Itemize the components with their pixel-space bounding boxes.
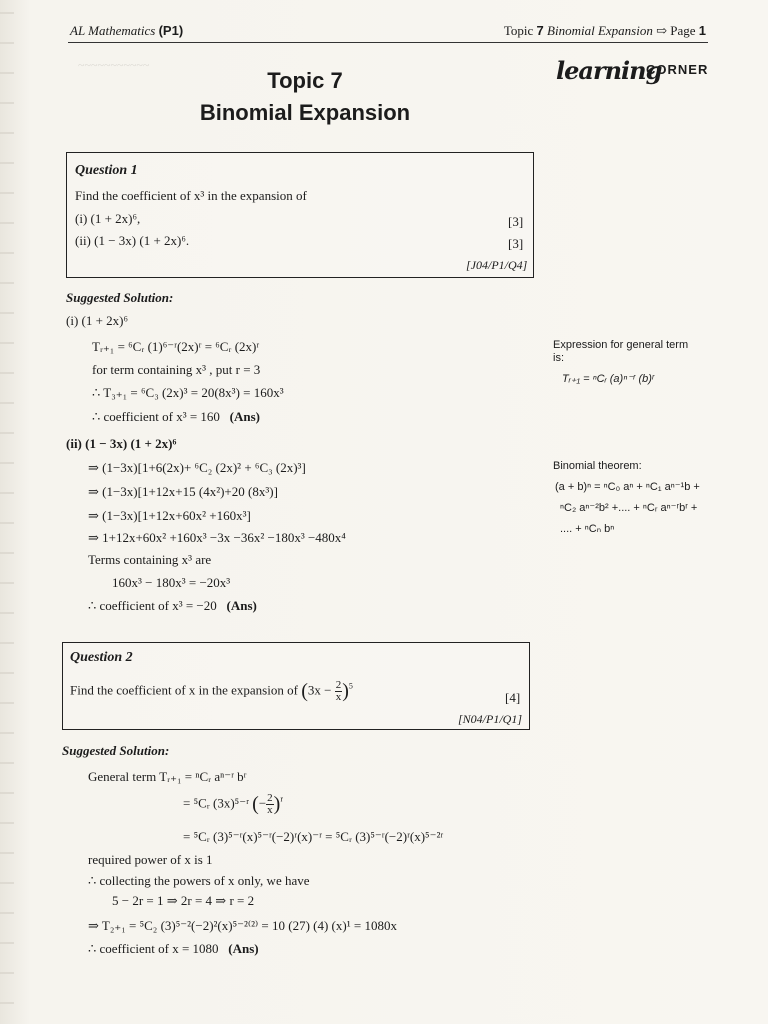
l2-open-paren: ( <box>252 793 259 815</box>
question-2-prompt: Find the coefficient of x in the expansion of <box>70 682 298 698</box>
solution-2-line2-term: = ⁵Cᵣ (3x)⁵⁻ʳ <box>183 795 249 811</box>
solution-2-line2: = ⁵Cᵣ (3x)⁵⁻ʳ (− $\frac{2}{x}$ )$^r$ <box>183 792 284 816</box>
solution-2-line1: General term Tᵣ₊₁ = ⁿCᵣ aⁿ⁻ʳ bʳ <box>88 769 247 784</box>
solution-2-line4: required power of x is 1 <box>88 852 213 867</box>
question-1-mark-i: [3] <box>508 214 524 229</box>
solution-2-line3: = ⁵Cᵣ (3)⁵⁻ʳ(x)⁵⁻ʳ(−2)ʳ(x)⁻ʳ = ⁵Cᵣ (3)⁵⁻ʳ(−2)ʳ(x)⁵⁻²ʳ <box>183 829 444 844</box>
logo-word: CORNER <box>646 62 709 77</box>
page-title: Topic 7 <box>267 68 343 93</box>
course-name: AL Mathematics <box>70 23 156 38</box>
solution-1-ii-line2: ⇒ (1−3x)[1+12x+15 (4x²)+20 (8x³)] <box>88 484 278 499</box>
topic-prefix: Topic <box>503 23 534 38</box>
solution-1-i-ans-tag: (Ans) <box>229 409 261 424</box>
expr-close-paren: ) <box>342 680 349 702</box>
side-note-2-line3: ⁿC₂ aⁿ⁻²b² +.... + ⁿCᵣ aⁿ⁻ʳbʳ + <box>560 502 698 514</box>
header-rule <box>68 42 708 43</box>
question-1-ref: [J04/P1/Q4] <box>466 258 528 272</box>
question-1-title: Question 1 <box>75 163 138 178</box>
l2-fraction <box>266 793 274 816</box>
solution-1-ii-line5: Terms containing x³ are <box>88 552 212 567</box>
l2-denominator: x <box>267 804 273 816</box>
solution-2-line8 <box>88 941 259 957</box>
solution-1-ii-line7 <box>88 598 257 614</box>
solution-1-i-line1: Tᵣ₊₁ = ⁶Cᵣ (1)⁶⁻ʳ(2x)ʳ = ⁶Cᵣ (2x)ʳ <box>92 339 260 354</box>
side-note-1-line3: Tᵣ₊₁ = ⁿCᵣ (a)ⁿ⁻ʳ (b)ʳ <box>562 373 655 385</box>
header-topic <box>504 23 706 39</box>
solution-1-i-line4 <box>92 409 260 425</box>
page-label: Page <box>670 23 696 38</box>
solution-1-ii-line1: ⇒ (1−3x)[1+6(2x)+ ⁶C₂ (2x)² + ⁶C₃ (2x)³] <box>88 460 306 475</box>
paper-code: (P1) <box>158 23 184 38</box>
topic-number: 7 <box>536 23 544 38</box>
question-1-part-i: (i) (1 + 2x)⁶, <box>75 211 141 226</box>
solution-1-ii-line6: 160x³ − 180x³ = −20x³ <box>112 575 231 590</box>
question-1-prompt: Find the coefficient of x³ in the expansion of <box>75 188 307 203</box>
l2-numerator: 2 <box>267 792 273 804</box>
l2-close-paren: ) <box>273 793 281 815</box>
question-2-mark: [4] <box>505 690 521 705</box>
solution-1-ii-ans-tag: (Ans) <box>226 598 257 613</box>
page-subtitle: Binomial Expansion <box>199 100 411 125</box>
solution-1-ii-line3: ⇒ (1−3x)[1+12x+60x² +160x³] <box>88 508 251 523</box>
solution-1-i-line2: for term containing x³ , put r = 3 <box>92 362 261 377</box>
expr-denominator: x <box>335 691 342 703</box>
solution-1-ii-label: (ii) (1 − 3x) (1 + 2x)⁶ <box>66 436 177 451</box>
expr-term: 3x − <box>307 682 332 698</box>
arrow-icon: ⇨ <box>656 23 667 38</box>
l2-power: r <box>280 794 284 804</box>
bleed-through: ~~~~~~~~~~~ <box>78 58 150 72</box>
solution-1-ii-answer-text: ∴ coefficient of x³ = −20 <box>88 598 217 613</box>
question-1-part-ii: (ii) (1 − 3x) (1 + 2x)⁶. <box>75 233 190 248</box>
solution-1-i-line3: ∴ T₃₊₁ = ⁶C₃ (2x)³ = 20(8x³) = 160x³ <box>92 385 284 400</box>
side-note-1-line1: Expression for general term <box>553 339 689 351</box>
expr-power: 5 <box>348 681 353 691</box>
question-2-ref: [N04/P1/Q1] <box>458 712 523 726</box>
solution-2-ans-tag: (Ans) <box>228 941 259 956</box>
solution-2-heading: Suggested Solution: <box>62 743 170 758</box>
solution-1-i-label: (i) (1 + 2x)⁶ <box>66 313 129 328</box>
logo-script: learning <box>556 56 662 85</box>
solution-1-ii-line4: ⇒ 1+12x+60x² +160x³ −3x −36x² −180x³ −480x⁴ <box>88 530 346 545</box>
side-note-2-line2: (a + b)ⁿ = ⁿC₀ aⁿ + ⁿC₁ aⁿ⁻¹b + <box>555 481 700 493</box>
expr-numerator: 2 <box>335 679 342 691</box>
question-2-prompt-line <box>70 680 353 703</box>
solution-2-line7: ⇒ T₂₊₁ = ⁵C₂ (3)⁵⁻²(−2)²(x)⁵⁻²⁽²⁾ = 10 (27) (4) (x)¹ = 1080x <box>88 918 397 933</box>
solution-1-heading: Suggested Solution: <box>66 290 174 305</box>
question-1-mark-ii: [3] <box>508 236 524 251</box>
side-note-1-line2: is: <box>553 352 564 364</box>
side-note-2-line4: .... + ⁿCₙ bⁿ <box>560 523 615 535</box>
page-number: 1 <box>698 23 706 38</box>
solution-2-line5: ∴ collecting the powers of x only, we have <box>88 873 310 888</box>
solution-2-answer-text: ∴ coefficient of x = 1080 <box>88 941 219 956</box>
solution-1-i-answer-text: ∴ coefficient of x³ = 160 <box>92 409 220 424</box>
topic-name: Binomial Expansion <box>547 23 653 38</box>
binder-edge <box>0 0 14 1024</box>
question-2-title: Question 2 <box>70 650 133 665</box>
solution-2-line6: 5 − 2r = 1 ⇒ 2r = 4 ⇒ r = 2 <box>112 893 255 908</box>
expr-open-paren: ( <box>301 680 308 702</box>
header-course <box>70 23 183 39</box>
side-note-2-line1: Binomial theorem: <box>553 460 642 472</box>
